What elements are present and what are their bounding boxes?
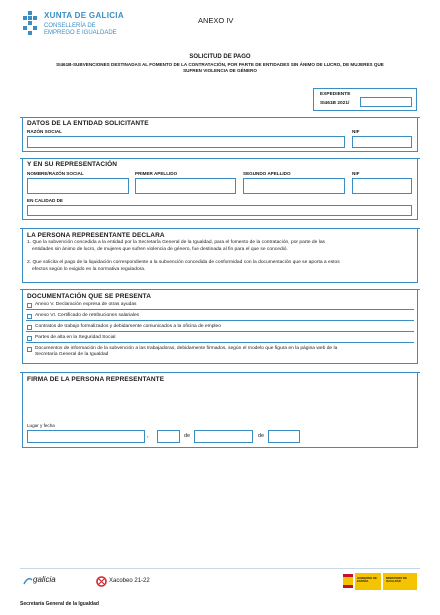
logo-title: XUNTA DE GALICIA	[44, 11, 124, 20]
doc-informacion-checkbox[interactable]	[27, 347, 32, 352]
doc-anexo-v-checkbox[interactable]	[27, 303, 32, 308]
doc-anexo-vi-label: Anexo VI. Certificado de retribuciones salariales	[35, 313, 140, 318]
logo-line3: EMPREGO E IGUALDADE	[44, 30, 117, 36]
ministerio-text: MINISTERIO DE IGUALDAD	[386, 576, 407, 584]
entity-section-title: DATOS DE LA ENTIDAD SOLICITANTE	[27, 120, 149, 127]
declaration-item-1b: entidades sin ánimo de lucro, de mujeres que sufren violencia de género, fue destinada al fin para el que se concedió.	[32, 247, 288, 252]
spain-coat-of-arms-icon	[343, 574, 353, 588]
representation-section-title: Y EN SU REPRESENTACIÓN	[27, 161, 118, 168]
declaration-section	[22, 229, 418, 283]
entity-nif-field[interactable]	[352, 136, 412, 148]
documentation-section-title: DOCUMENTACIÓN QUE SE PRESENTA	[27, 293, 152, 300]
doc-contratos-checkbox[interactable]	[27, 325, 32, 330]
xunta-logo	[20, 8, 160, 52]
expediente-number-field[interactable]	[360, 97, 412, 107]
expediente-box	[313, 88, 417, 111]
month-field[interactable]	[194, 430, 253, 443]
signature-section-title: FIRMA DE LA PERSONA REPRESENTANTE	[27, 376, 165, 383]
doc-divider	[26, 320, 414, 321]
nombre-field[interactable]	[27, 178, 129, 194]
doc-divider	[26, 309, 414, 310]
form-subtitle-2: SUFREN VIOLENCIA DE GÉNERO	[183, 68, 257, 73]
entity-section	[22, 118, 418, 152]
form-subtitle-1: SI461B-SUBVENCIONES DESTINADAS AL FOMENTO DE LA CONTRATACIÓN, POR PARTE DE ENTIDADES SIN ÁNIMO DE LUCRO, DE MUJERES QUE	[56, 62, 384, 67]
representative-nif-field[interactable]	[352, 178, 412, 194]
expediente-label: EXPEDIENTE	[320, 92, 351, 97]
de-label-2: de	[258, 433, 265, 439]
representative-nif-label: NIF	[352, 171, 360, 176]
doc-informacion-label-2: Secretaría General de la Igualdad	[35, 352, 109, 357]
logo-line2: CONSELLERÍA DE	[44, 23, 96, 29]
xacobeo-text: Xacobeo 21-22	[109, 578, 150, 584]
footer-secretaria: Secretaría General de la Igualdad	[20, 601, 99, 607]
declaration-item-2a: 2. Que solicita el pago de la liquidación correspondiente a la subvención concedida de conformidad con la documentación que se aporta a estos	[27, 260, 340, 265]
doc-anexo-v-label: Anexo V. Declaración expresa de otras ayudas	[35, 302, 137, 307]
year-field[interactable]	[268, 430, 300, 443]
doc-divider	[26, 342, 414, 343]
xacobeo-symbol-icon	[96, 576, 107, 587]
footer-rule	[20, 568, 420, 569]
comma-separator: ,	[147, 433, 149, 439]
declaration-item-2b: efectos según lo exigido en la normativa reguladora.	[32, 267, 146, 272]
apellido1-label: PRIMER APELLIDO	[135, 171, 178, 176]
de-label-1: de	[184, 433, 191, 439]
expediente-prefix: SI461B 2021/	[320, 101, 350, 106]
doc-informacion-label-1: Documentos de información de la subvención a las trabajadoras, debidamente firmados, según el modelo que figura en la página web de la	[35, 346, 338, 351]
xunta-cross-icon	[20, 10, 40, 36]
razon-social-label: RAZÓN SOCIAL	[27, 129, 62, 134]
doc-anexo-vi-checkbox[interactable]	[27, 314, 32, 319]
doc-contratos-label: Contratos de trabajo formalizados y debidamente comunicados a la oficina de empleo	[35, 324, 221, 329]
spain-government-logo	[343, 573, 419, 591]
annex-title: ANEXO IV	[198, 16, 234, 25]
declaration-section-title: LA PERSONA REPRESENTANTE DECLARA	[27, 232, 165, 239]
razon-social-field[interactable]	[27, 136, 345, 148]
form-title: SOLICITUD DE PAGO	[189, 54, 251, 60]
gobierno-text: GOBIERNO DE ESPAÑA	[357, 576, 377, 584]
place-field[interactable]	[27, 430, 145, 443]
nombre-label: NOMBRE/RAZÓN SOCIAL	[27, 171, 84, 176]
representation-section	[22, 159, 418, 220]
apellido2-field[interactable]	[243, 178, 345, 194]
doc-partes-alta-label: Partes de alta en la Seguridad Social	[35, 335, 116, 340]
apellido2-label: SEGUNDO APELLIDO	[243, 171, 291, 176]
doc-divider	[26, 331, 414, 332]
day-field[interactable]	[157, 430, 180, 443]
place-date-label: Lugar y fecha	[27, 423, 55, 428]
documentation-section	[22, 290, 418, 364]
ministerio-box	[383, 573, 417, 590]
signature-section	[22, 373, 418, 448]
galicia-swoosh-icon	[23, 576, 33, 586]
declaration-item-1a: 1. Que la subvención concedida a la entidad por la Secretaría General de la Igualdad, para el fomento de la contratación, por parte de las	[27, 240, 325, 245]
galicia-text: galicia	[33, 575, 56, 584]
doc-partes-alta-checkbox[interactable]	[27, 336, 32, 341]
calidad-label: EN CALIDAD DE	[27, 198, 63, 203]
entity-nif-label: NIF	[352, 129, 360, 134]
calidad-field[interactable]	[27, 205, 412, 216]
gobierno-box	[355, 573, 381, 590]
apellido1-field[interactable]	[135, 178, 236, 194]
